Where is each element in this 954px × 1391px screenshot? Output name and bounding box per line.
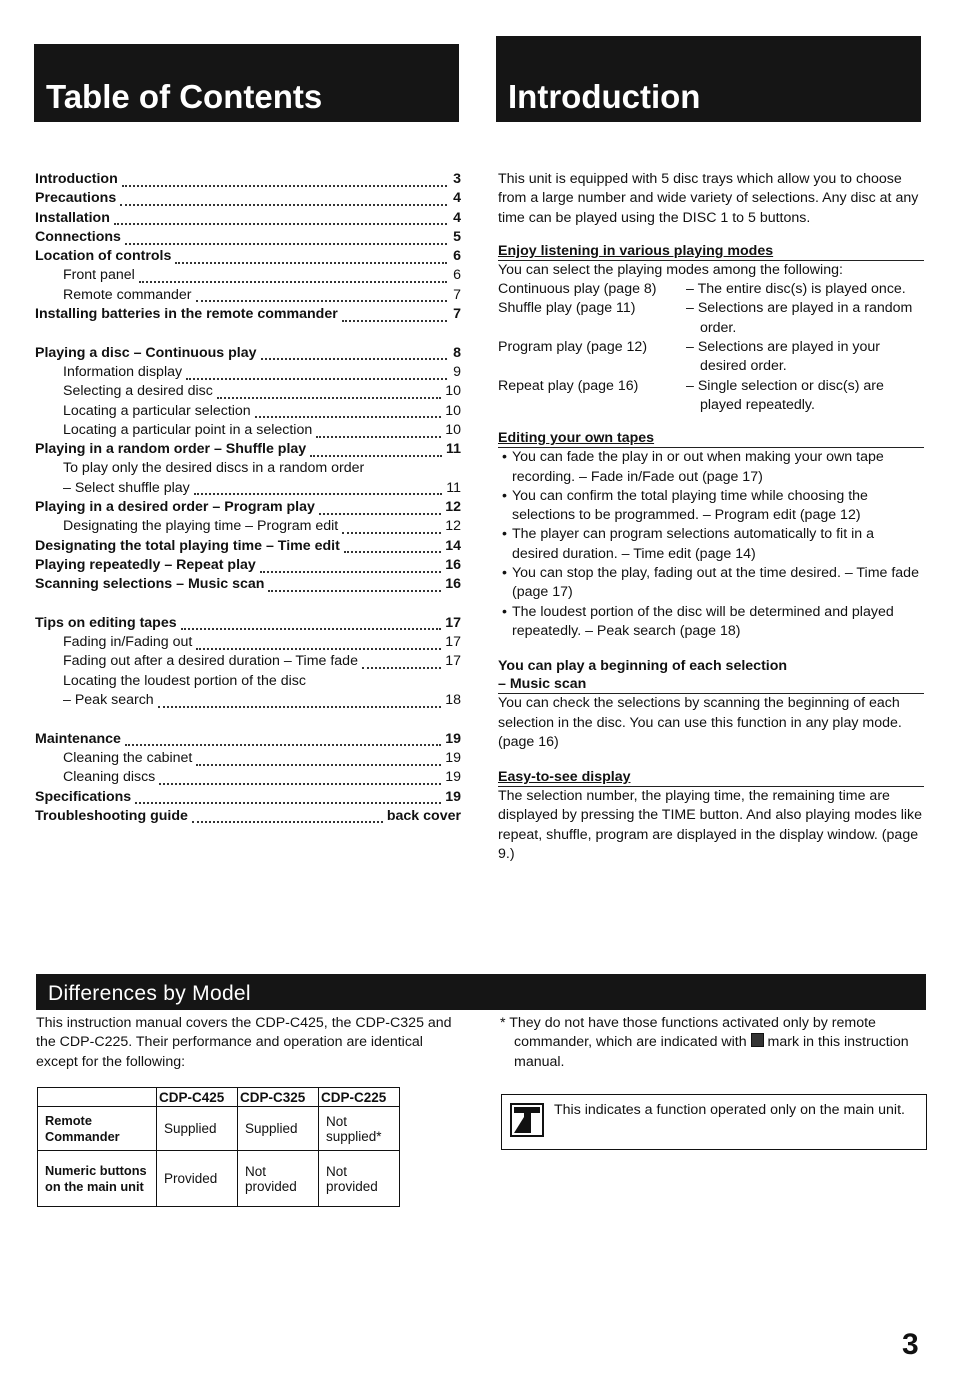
list-item: • You can fade the play in or out when making your own tape recording. – Fade in/Fade out (page 17)	[498, 448, 924, 487]
toc-entry-page: 19	[445, 749, 461, 766]
mode-description: – Selections are played in your desired order.	[686, 339, 881, 375]
toc-leader-dots	[122, 175, 447, 187]
toc-entry-page: 16	[445, 556, 461, 573]
modes-list	[498, 280, 924, 415]
toc-entry-label: Fading out after a desired duration – Time fade	[63, 653, 358, 670]
toc-entry-page: 4	[453, 209, 461, 226]
note-box: This indicates a function operated only on the main unit.	[501, 1094, 927, 1150]
toc-entry-page: 10	[445, 421, 461, 438]
toc-leader-dots	[114, 213, 447, 225]
toc-entry-page: 7	[453, 306, 461, 323]
toc-entry	[35, 363, 461, 382]
mode-name: Repeat play (page 16)	[498, 377, 639, 394]
toc-entry-page: 19	[445, 788, 461, 805]
page-number: 3	[902, 1328, 919, 1361]
toc-entry	[35, 788, 461, 807]
toc-leader-dots	[268, 580, 441, 592]
toc-leader-dots	[196, 638, 441, 650]
toc-entry	[35, 749, 461, 768]
list-item: • You can stop the play, fading out at the time desired. – Time fade (page 17)	[498, 564, 924, 603]
toc-entry-label: Playing repeatedly – Repeat play	[35, 556, 256, 573]
list-item: • The player can program selections automatically to fit in a desired duration. – Time edit (page 14)	[498, 525, 924, 564]
table-row-header: Numeric buttons on the main unit	[38, 1151, 157, 1207]
toc-entry	[35, 479, 461, 498]
mode-description: – Single selection or disc(s) are played repeatedly.	[686, 377, 884, 413]
toc-entry-label: Selecting a desired disc	[63, 383, 213, 400]
toc-entry-label: Designating the playing time – Program edit	[63, 518, 339, 535]
toc-spacer	[35, 324, 461, 343]
toc-entry-label: Specifications	[35, 788, 132, 805]
table-header-cell: CDP-C225	[319, 1088, 400, 1107]
toc-entry-page: 16	[445, 576, 461, 593]
table-cell: Not provided	[238, 1151, 319, 1207]
toc-entry-page: 17	[445, 634, 461, 651]
toc-leader-dots	[158, 696, 442, 708]
intro-paragraph: This unit is equipped with 5 disc trays which allow you to choose from a large number and wide variety of selections. Any disc at any time can be played using the DISC 1 to 5 buttons.	[498, 171, 919, 226]
toc-entry-page: 3	[453, 171, 461, 187]
toc-entry-label: Installation	[35, 209, 110, 226]
table-of-contents	[35, 170, 461, 826]
toc-entry	[35, 228, 461, 247]
toc-entry-label: Designating the total playing time – Time edit	[35, 537, 340, 554]
toc-entry-page: back cover	[386, 807, 461, 824]
toc-leader-dots	[342, 522, 441, 534]
toc-entry-label: Troubleshooting guide	[35, 807, 188, 824]
remote-mark-icon	[751, 1033, 764, 1047]
toc-entry-page: 14	[445, 537, 461, 554]
toc-leader-dots	[159, 773, 441, 785]
mode-name: Continuous play (page 8)	[498, 281, 657, 298]
toc-entry	[35, 266, 461, 285]
toc-entry-page: 18	[445, 692, 461, 709]
mode-description: – The entire disc(s) is played once.	[686, 281, 906, 298]
toc-leader-dots	[344, 541, 441, 553]
display-heading: Easy-to-see display	[498, 768, 924, 787]
toc-entry-page: 6	[453, 267, 461, 284]
toc-entry	[35, 209, 461, 228]
toc-entry-label: Precautions	[35, 190, 117, 207]
toc-leader-dots	[362, 657, 441, 669]
table-cell: Provided	[157, 1151, 238, 1207]
toc-entry	[35, 402, 461, 421]
modes-heading: Enjoy listening in various playing modes	[498, 242, 924, 261]
toc-entry-label: Locating a particular point in a selection	[63, 421, 313, 438]
toc-entry-label: Scanning selections – Music scan	[35, 576, 265, 593]
toc-spacer	[35, 595, 461, 614]
toc-header: Table of Contents	[34, 44, 459, 122]
toc-entry-label: Remote commander	[63, 286, 192, 303]
list-item: • You can confirm the total playing time while choosing the selections to be programmed. – Program edit (page 12)	[498, 487, 924, 526]
toc-entry-label: Installing batteries in the remote commander	[35, 306, 338, 323]
toc-entry-page: 10	[445, 383, 461, 400]
toc-entry	[35, 807, 461, 826]
intro-header: Introduction	[496, 36, 921, 122]
toc-entry	[35, 768, 461, 787]
differences-footnote: * They do not have those functions activated only by remote commander, which are indicated with mark in this instruction manual.	[500, 1015, 909, 1070]
toc-entry	[35, 652, 461, 671]
toc-entry-page: 11	[446, 479, 461, 496]
table-header-cell: CDP-C325	[238, 1088, 319, 1107]
toc-entry-page: 12	[445, 499, 461, 516]
toc-leader-dots	[316, 426, 441, 438]
scan-heading: You can play a beginning of each selection – Music scan	[498, 657, 924, 694]
toc-entry	[35, 614, 461, 633]
mode-name: Program play (page 12)	[498, 339, 648, 356]
toc-entry-label: Playing in a random order – Shuffle play	[35, 441, 307, 458]
toc-entry-label: Cleaning the cabinet	[63, 749, 193, 766]
main-unit-icon	[510, 1103, 544, 1137]
toc-entry-page: 9	[453, 363, 461, 380]
toc-entry-page: 8	[453, 344, 461, 361]
toc-entry-label: Information display	[63, 363, 183, 380]
toc-leader-dots	[139, 271, 447, 283]
toc-entry-label: Fading in/Fading out	[63, 634, 193, 651]
table-cell: Supplied	[157, 1107, 238, 1151]
toc-entry-label: Locating the loudest portion of the disc	[63, 672, 306, 689]
toc-leader-dots	[125, 233, 447, 245]
toc-entry-label: To play only the desired discs in a random order	[63, 460, 365, 477]
table-cell: Supplied	[238, 1107, 319, 1151]
toc-leader-dots	[217, 387, 441, 399]
toc-entry-label: – Select shuffle play	[63, 479, 190, 496]
toc-entry-label: Playing a disc – Continuous play	[35, 344, 257, 361]
toc-leader-dots	[261, 348, 447, 360]
differences-header: Differences by Model	[36, 974, 926, 1010]
toc-entry-label: Location of controls	[35, 248, 172, 265]
toc-leader-dots	[194, 483, 443, 495]
toc-spacer	[35, 710, 461, 729]
introduction-section	[498, 170, 924, 864]
scan-text: You can check the selections by scanning the beginning of each selection in the disc. You can use this function in any play mode. (page 16)	[498, 695, 902, 750]
toc-entry	[35, 170, 461, 189]
display-text: The selection number, the playing time, the remaining time are displayed by pressing the TIME button. And also playing modes like repeat, shuffle, program are displayed in the display window. (page 9.)	[498, 788, 923, 863]
table-header-cell	[38, 1088, 157, 1107]
toc-entry-page: 10	[445, 402, 461, 419]
toc-entry	[35, 382, 461, 401]
toc-entry	[35, 556, 461, 575]
toc-leader-dots	[255, 406, 442, 418]
toc-entry	[35, 498, 461, 517]
table-row	[38, 1107, 400, 1151]
toc-entry-page: 12	[445, 518, 461, 535]
toc-entry-label: Cleaning discs	[63, 769, 156, 786]
toc-entry-page: 17	[445, 614, 461, 631]
toc-entry	[35, 286, 461, 305]
toc-entry	[35, 672, 461, 691]
toc-entry	[35, 440, 461, 459]
modes-intro: You can select the playing modes among the following:	[498, 261, 843, 278]
table-row	[38, 1151, 400, 1207]
mode-description: – Selections are played in a random order.	[686, 300, 913, 336]
toc-leader-dots	[125, 734, 441, 746]
toc-entry	[35, 459, 461, 478]
model-table	[37, 1087, 400, 1207]
toc-entry	[35, 421, 461, 440]
editing-heading: Editing your own tapes	[498, 429, 924, 448]
toc-entry-page: 4	[453, 190, 461, 207]
toc-entry	[35, 189, 461, 208]
toc-leader-dots	[310, 445, 442, 457]
editing-list	[498, 448, 924, 641]
toc-entry	[35, 344, 461, 363]
toc-entry	[35, 633, 461, 652]
toc-entry-page: 17	[445, 653, 461, 670]
toc-leader-dots	[181, 618, 442, 630]
toc-leader-dots	[342, 310, 447, 322]
toc-entry	[35, 305, 461, 324]
toc-entry-page: 19	[445, 730, 461, 747]
toc-leader-dots	[260, 561, 441, 573]
toc-leader-dots	[196, 754, 441, 766]
table-cell: Not supplied*	[319, 1107, 400, 1151]
toc-entry	[35, 537, 461, 556]
toc-leader-dots	[192, 811, 383, 823]
toc-entry	[35, 730, 461, 749]
toc-entry	[35, 575, 461, 594]
list-item: • The loudest portion of the disc will be determined and played repeatedly. – Peak search (page 18)	[498, 603, 924, 642]
table-row-header: Remote Commander	[38, 1107, 157, 1151]
toc-entry-label: Front panel	[63, 267, 135, 284]
toc-leader-dots	[120, 194, 447, 206]
toc-entry-label: Connections	[35, 228, 121, 245]
toc-entry	[35, 517, 461, 536]
toc-entry-label: Locating a particular selection	[63, 402, 251, 419]
toc-entry-page: 19	[445, 769, 461, 786]
differences-intro: This instruction manual covers the CDP-C425, the CDP-C325 and the CDP-C225. Their performance and operation are identical except for the following:	[36, 1015, 452, 1070]
toc-leader-dots	[196, 290, 447, 302]
table-cell: Not provided	[319, 1151, 400, 1207]
toc-entry-page: 6	[453, 248, 461, 265]
toc-entry-label: – Peak search	[63, 692, 154, 709]
toc-entry-label: Tips on editing tapes	[35, 614, 177, 631]
toc-entry-label: Maintenance	[35, 730, 121, 747]
toc-entry-page: 5	[453, 228, 461, 245]
mode-name: Shuffle play (page 11)	[498, 300, 636, 317]
toc-leader-dots	[186, 368, 447, 380]
toc-entry-label: Introduction	[35, 171, 118, 187]
table-header-cell: CDP-C425	[157, 1088, 238, 1107]
toc-entry-page: 7	[453, 286, 461, 303]
toc-entry-page: 11	[446, 441, 461, 458]
toc-leader-dots	[319, 503, 441, 515]
toc-leader-dots	[175, 252, 447, 264]
toc-entry	[35, 247, 461, 266]
toc-leader-dots	[135, 792, 441, 804]
toc-entry	[35, 691, 461, 710]
toc-entry-label: Playing in a desired order – Program play	[35, 499, 315, 516]
